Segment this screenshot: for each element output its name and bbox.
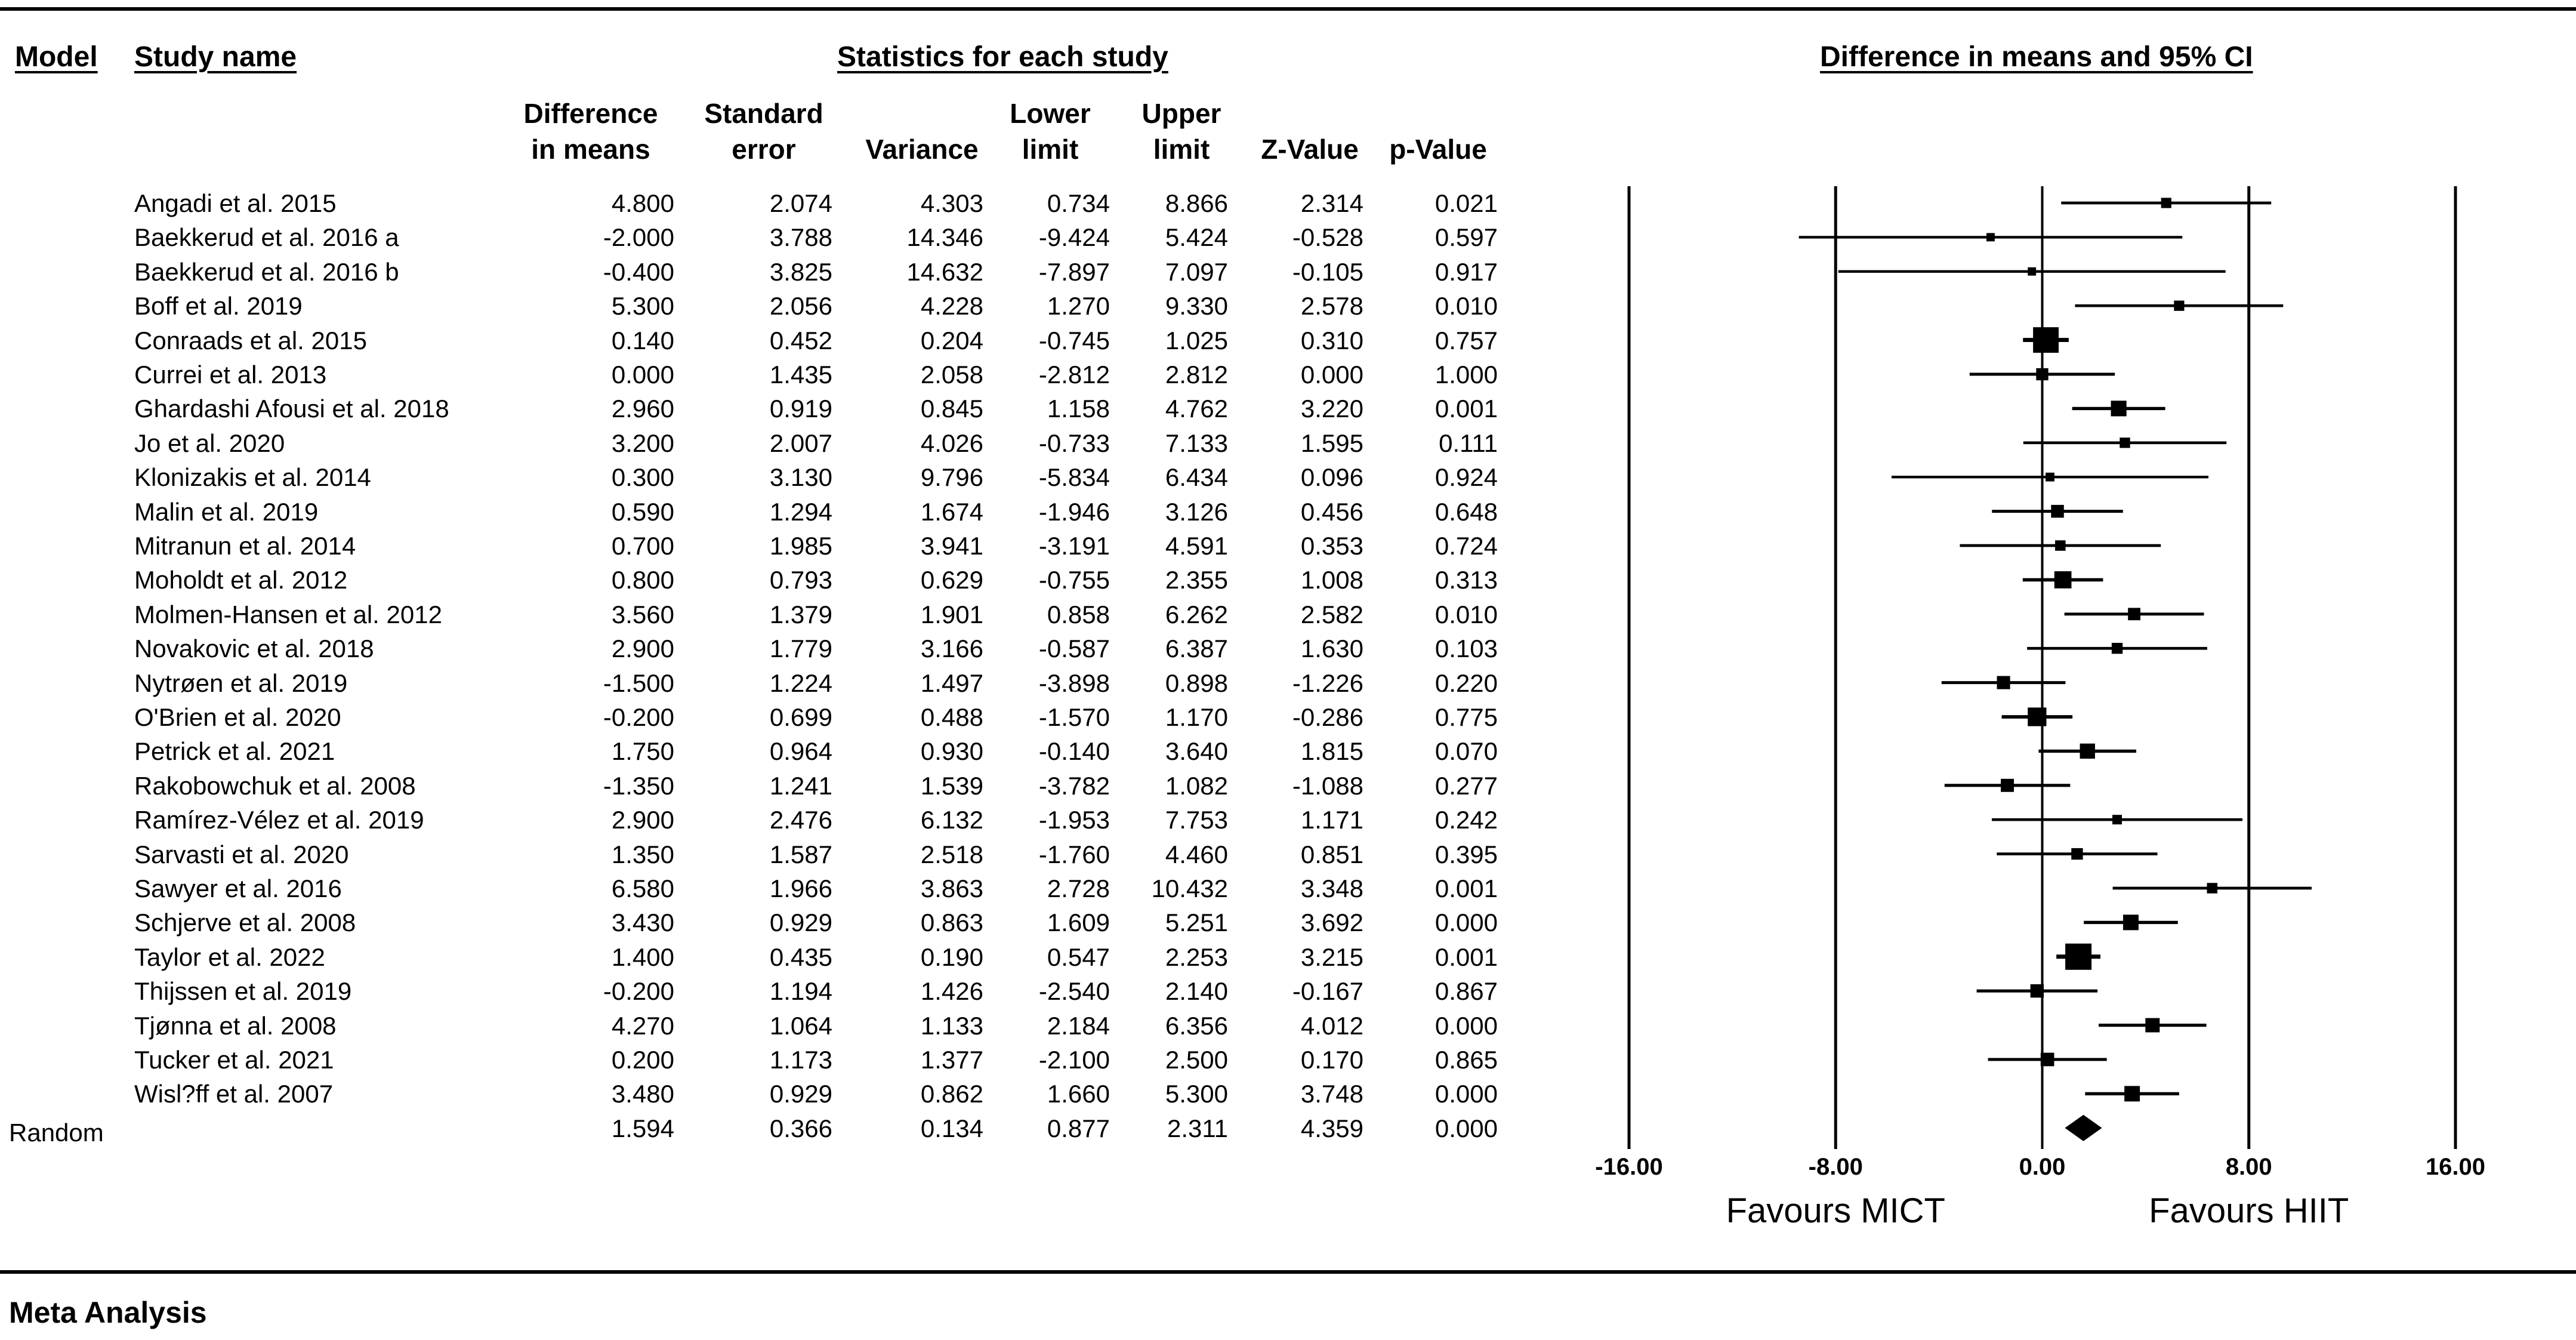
cell-se: 0.929 <box>769 1080 832 1108</box>
cell-d: 3.480 <box>611 1080 674 1108</box>
cell-d: 0.800 <box>611 566 674 594</box>
cell-se: 0.919 <box>769 395 832 423</box>
effect-box <box>2145 1018 2159 1033</box>
effect-box <box>1986 233 1995 241</box>
study-name: Conraads et al. 2015 <box>134 326 367 355</box>
effect-box <box>2036 368 2048 380</box>
cell-v: 1.539 <box>920 771 983 800</box>
effect-box <box>2111 401 2127 416</box>
cell-hi: 3.126 <box>1165 497 1228 526</box>
effect-box <box>2207 883 2218 894</box>
col-difference-in-means: Difference in means <box>523 98 658 165</box>
effect-box <box>2054 571 2072 589</box>
effect-box <box>2080 744 2095 759</box>
cell-se: 3.788 <box>769 223 832 252</box>
cell-hi: 2.140 <box>1165 977 1228 1006</box>
cell-d: 0.300 <box>611 463 674 492</box>
cell-z: 3.220 <box>1300 395 1363 423</box>
cell-hi: 2.253 <box>1165 942 1228 971</box>
cell-hi: 0.898 <box>1165 669 1228 697</box>
cell-z: -0.528 <box>1292 223 1363 252</box>
cell-p: 0.111 <box>1439 429 1498 457</box>
cell-v: 3.863 <box>920 874 983 902</box>
study-name: Tucker et al. 2021 <box>134 1046 334 1074</box>
cell-se: 1.587 <box>769 840 832 868</box>
summary-cell-se: 0.366 <box>769 1114 832 1142</box>
cell-p: 0.001 <box>1434 942 1498 971</box>
cell-p: 0.917 <box>1434 257 1498 286</box>
cell-d: 0.140 <box>611 326 674 355</box>
effect-box <box>2031 984 2044 997</box>
cell-d: 1.350 <box>611 840 674 868</box>
footer-title: Meta Analysis <box>9 1296 207 1329</box>
cell-v: 0.930 <box>920 737 983 766</box>
cell-p: 0.010 <box>1434 292 1498 321</box>
cell-hi: 1.025 <box>1165 326 1228 355</box>
cell-lo: -0.745 <box>1038 326 1110 355</box>
effect-box <box>2028 267 2036 276</box>
cell-se: 0.452 <box>769 326 832 355</box>
cell-z: 0.310 <box>1300 326 1363 355</box>
cell-lo: -1.953 <box>1038 806 1110 834</box>
cell-p: 0.867 <box>1434 977 1498 1006</box>
cell-v: 3.166 <box>920 634 983 663</box>
cell-p: 0.924 <box>1434 463 1498 492</box>
cell-z: 3.748 <box>1300 1080 1363 1108</box>
header-model: Model <box>15 41 98 73</box>
cell-d: 0.000 <box>611 361 674 389</box>
cell-p: 0.775 <box>1434 703 1498 731</box>
study-name: Klonizakis et al. 2014 <box>134 463 371 492</box>
summary-cell-hi: 2.311 <box>1167 1114 1228 1142</box>
study-name: Tjønna et al. 2008 <box>134 1011 337 1040</box>
x-tick-label: -16.00 <box>1595 1154 1663 1180</box>
cell-v: 0.863 <box>920 908 983 937</box>
cell-p: 0.070 <box>1434 737 1498 766</box>
cell-lo: 1.609 <box>1047 908 1110 937</box>
cell-v: 3.941 <box>920 532 983 560</box>
cell-lo: -3.782 <box>1038 771 1110 800</box>
cell-se: 1.435 <box>769 361 832 389</box>
cell-p: 0.724 <box>1434 532 1498 560</box>
cell-z: 1.630 <box>1300 634 1363 663</box>
effect-box <box>2112 643 2122 654</box>
cell-v: 2.518 <box>920 840 983 868</box>
cell-z: 2.314 <box>1300 189 1363 217</box>
cell-se: 3.130 <box>769 463 832 492</box>
x-tick-label: -8.00 <box>1808 1154 1863 1180</box>
summary-model-label: Random <box>9 1119 104 1147</box>
cell-p: 0.395 <box>1434 840 1498 868</box>
cell-p: 0.220 <box>1434 669 1498 697</box>
cell-lo: -0.587 <box>1038 634 1110 663</box>
cell-lo: -7.897 <box>1038 257 1110 286</box>
cell-hi: 7.133 <box>1165 429 1228 457</box>
cell-lo: -2.100 <box>1038 1046 1110 1074</box>
effect-box <box>2123 914 2139 930</box>
cell-lo: 2.184 <box>1047 1011 1110 1040</box>
cell-p: 0.865 <box>1434 1046 1498 1074</box>
cell-lo: 1.270 <box>1047 292 1110 321</box>
cell-se: 2.476 <box>769 806 832 834</box>
cell-hi: 4.460 <box>1165 840 1228 868</box>
cell-lo: -3.898 <box>1038 669 1110 697</box>
cell-lo: 1.158 <box>1047 395 1110 423</box>
cell-hi: 5.251 <box>1165 908 1228 937</box>
cell-p: 0.001 <box>1434 874 1498 902</box>
cell-d: 2.960 <box>611 395 674 423</box>
study-name: Ghardashi Afousi et al. 2018 <box>134 395 449 423</box>
study-name: Baekkerud et al. 2016 a <box>134 223 399 252</box>
cell-hi: 5.300 <box>1165 1080 1228 1108</box>
study-name: Jo et al. 2020 <box>134 429 285 457</box>
col-lower-limit: Lower limit <box>1010 98 1091 165</box>
cell-hi: 2.500 <box>1165 1046 1228 1074</box>
cell-se: 1.194 <box>769 977 832 1006</box>
cell-p: 0.757 <box>1434 326 1498 355</box>
cell-d: 2.900 <box>611 634 674 663</box>
study-name: Moholdt et al. 2012 <box>134 566 348 594</box>
header-plot-title: Difference in means and 95% CI <box>1820 41 2253 73</box>
cell-p: 0.313 <box>1434 566 1498 594</box>
cell-z: 0.000 <box>1300 361 1363 389</box>
study-name: Mitranun et al. 2014 <box>134 532 356 560</box>
study-name: Petrick et al. 2021 <box>134 737 335 766</box>
cell-p: 0.242 <box>1434 806 1498 834</box>
cell-se: 2.056 <box>769 292 832 321</box>
cell-lo: -2.540 <box>1038 977 1110 1006</box>
cell-hi: 2.812 <box>1165 361 1228 389</box>
study-name: Ramírez-Vélez et al. 2019 <box>134 806 424 834</box>
cell-z: 0.096 <box>1300 463 1363 492</box>
cell-z: -0.286 <box>1292 703 1363 731</box>
cell-hi: 6.356 <box>1165 1011 1228 1040</box>
effect-box <box>2124 1086 2140 1101</box>
cell-hi: 6.434 <box>1165 463 1228 492</box>
cell-z: -1.226 <box>1292 669 1363 697</box>
cell-z: -0.105 <box>1292 257 1363 286</box>
cell-d: -2.000 <box>603 223 674 252</box>
cell-hi: 7.753 <box>1165 806 1228 834</box>
effect-box <box>2046 473 2054 482</box>
cell-d: 1.400 <box>611 942 674 971</box>
cell-hi: 4.762 <box>1165 395 1228 423</box>
x-tick-label: 8.00 <box>2225 1154 2272 1180</box>
cell-v: 0.488 <box>920 703 983 731</box>
cell-d: -1.350 <box>603 771 674 800</box>
cell-p: 0.000 <box>1434 908 1498 937</box>
summary-cell-v: 0.134 <box>920 1114 983 1142</box>
effect-box <box>2112 815 2122 824</box>
cell-lo: -5.834 <box>1038 463 1110 492</box>
cell-z: 1.595 <box>1300 429 1363 457</box>
cell-lo: -1.946 <box>1038 497 1110 526</box>
cell-lo: -1.570 <box>1038 703 1110 731</box>
cell-z: 0.353 <box>1300 532 1363 560</box>
cell-d: 2.900 <box>611 806 674 834</box>
cell-se: 2.007 <box>769 429 832 457</box>
cell-se: 1.779 <box>769 634 832 663</box>
study-name: Boff et al. 2019 <box>134 292 303 321</box>
cell-v: 9.796 <box>920 463 983 492</box>
cell-lo: -2.812 <box>1038 361 1110 389</box>
cell-z: 4.012 <box>1300 1011 1363 1040</box>
cell-lo: 0.858 <box>1047 600 1110 629</box>
cell-lo: 1.660 <box>1047 1080 1110 1108</box>
cell-d: 4.270 <box>611 1011 674 1040</box>
cell-z: -1.088 <box>1292 771 1363 800</box>
cell-hi: 1.082 <box>1165 771 1228 800</box>
cell-se: 1.379 <box>769 600 832 629</box>
cell-hi: 3.640 <box>1165 737 1228 766</box>
effect-box <box>2071 848 2083 860</box>
cell-se: 0.793 <box>769 566 832 594</box>
col-z-value: Z-Value <box>1261 134 1359 165</box>
cell-se: 1.241 <box>769 771 832 800</box>
cell-v: 1.674 <box>920 497 983 526</box>
effect-box <box>2041 1053 2054 1067</box>
cell-hi: 6.387 <box>1165 634 1228 663</box>
cell-se: 0.435 <box>769 942 832 971</box>
cell-v: 0.190 <box>920 942 983 971</box>
cell-p: 0.000 <box>1434 1080 1498 1108</box>
cell-d: 4.800 <box>611 189 674 217</box>
effect-box <box>2120 438 2130 448</box>
cell-v: 4.228 <box>920 292 983 321</box>
cell-p: 0.021 <box>1434 189 1498 217</box>
effect-box <box>2001 779 2014 792</box>
cell-hi: 8.866 <box>1165 189 1228 217</box>
study-name: Sarvasti et al. 2020 <box>134 840 349 868</box>
cell-d: 3.560 <box>611 600 674 629</box>
cell-v: 14.632 <box>906 257 983 286</box>
col-standard-error: Standard error <box>704 98 823 165</box>
study-name: O'Brien et al. 2020 <box>134 703 341 731</box>
cell-lo: 2.728 <box>1047 874 1110 902</box>
cell-z: 3.215 <box>1300 942 1363 971</box>
summary-diamond <box>2065 1115 2102 1141</box>
study-name: Molmen-Hansen et al. 2012 <box>134 600 442 629</box>
cell-p: 0.000 <box>1434 1011 1498 1040</box>
summary-cell-d: 1.594 <box>611 1114 674 1142</box>
cell-v: 4.303 <box>920 189 983 217</box>
header-statistics: Statistics for each study <box>837 41 1168 73</box>
cell-p: 0.597 <box>1434 223 1498 252</box>
cell-se: 0.699 <box>769 703 832 731</box>
effect-box <box>2174 301 2184 311</box>
cell-hi: 5.424 <box>1165 223 1228 252</box>
cell-d: -0.400 <box>603 257 674 286</box>
cell-lo: -0.755 <box>1038 566 1110 594</box>
cell-lo: 0.547 <box>1047 942 1110 971</box>
cell-z: 3.348 <box>1300 874 1363 902</box>
cell-v: 0.862 <box>920 1080 983 1108</box>
effect-box <box>2065 944 2091 970</box>
cell-se: 0.929 <box>769 908 832 937</box>
summary-cell-z: 4.359 <box>1300 1114 1363 1142</box>
cell-v: 1.377 <box>920 1046 983 1074</box>
x-tick-label: 0.00 <box>2019 1154 2066 1180</box>
cell-se: 1.173 <box>769 1046 832 1074</box>
cell-p: 1.000 <box>1434 361 1498 389</box>
cell-se: 1.224 <box>769 669 832 697</box>
cell-d: 5.300 <box>611 292 674 321</box>
cell-se: 3.825 <box>769 257 832 286</box>
cell-v: 1.426 <box>920 977 983 1006</box>
cell-p: 0.010 <box>1434 600 1498 629</box>
cell-z: 2.582 <box>1300 600 1363 629</box>
x-tick-label: 16.00 <box>2425 1154 2486 1180</box>
cell-d: -1.500 <box>603 669 674 697</box>
effect-box <box>2028 707 2046 726</box>
effect-box <box>1997 676 2010 689</box>
cell-d: 6.580 <box>611 874 674 902</box>
cell-d: 0.200 <box>611 1046 674 1074</box>
study-name: Nytrøen et al. 2019 <box>134 669 348 697</box>
cell-z: 0.170 <box>1300 1046 1363 1074</box>
cell-se: 1.966 <box>769 874 832 902</box>
cell-v: 1.133 <box>920 1011 983 1040</box>
study-name: Malin et al. 2019 <box>134 497 319 526</box>
study-name: Rakobowchuk et al. 2008 <box>134 771 416 800</box>
cell-v: 1.901 <box>920 600 983 629</box>
cell-z: 2.578 <box>1300 292 1363 321</box>
cell-v: 4.026 <box>920 429 983 457</box>
cell-hi: 4.591 <box>1165 532 1228 560</box>
cell-v: 1.497 <box>920 669 983 697</box>
cell-v: 6.132 <box>920 806 983 834</box>
cell-hi: 10.432 <box>1151 874 1228 902</box>
cell-z: 1.171 <box>1300 806 1363 834</box>
summary-cell-lo: 0.877 <box>1047 1114 1110 1142</box>
header-study-name: Study name <box>134 41 297 73</box>
cell-se: 1.294 <box>769 497 832 526</box>
cell-lo: -9.424 <box>1038 223 1110 252</box>
favours-left-label: Favours MICT <box>1726 1191 1945 1230</box>
cell-d: 3.430 <box>611 908 674 937</box>
cell-z: 1.815 <box>1300 737 1363 766</box>
cell-se: 2.074 <box>769 189 832 217</box>
study-name: Novakovic et al. 2018 <box>134 634 374 663</box>
study-name: Schjerve et al. 2008 <box>134 908 356 937</box>
cell-p: 0.001 <box>1434 395 1498 423</box>
cell-se: 1.985 <box>769 532 832 560</box>
cell-d: 0.590 <box>611 497 674 526</box>
cell-v: 2.058 <box>920 361 983 389</box>
effect-box <box>2161 198 2171 208</box>
study-name: Angadi et al. 2015 <box>134 189 337 217</box>
cell-z: 0.851 <box>1300 840 1363 868</box>
summary-cell-p: 0.000 <box>1434 1114 1498 1142</box>
study-name: Taylor et al. 2022 <box>134 942 325 971</box>
cell-d: 1.750 <box>611 737 674 766</box>
cell-se: 0.964 <box>769 737 832 766</box>
effect-box <box>2055 540 2065 550</box>
cell-p: 0.277 <box>1434 771 1498 800</box>
cell-lo: -0.733 <box>1038 429 1110 457</box>
cell-v: 0.629 <box>920 566 983 594</box>
cell-hi: 9.330 <box>1165 292 1228 321</box>
col-upper-limit: Upper limit <box>1142 98 1221 165</box>
cell-hi: 7.097 <box>1165 257 1228 286</box>
cell-d: -0.200 <box>603 703 674 731</box>
cell-z: 1.008 <box>1300 566 1363 594</box>
cell-z: 0.456 <box>1300 497 1363 526</box>
cell-v: 0.204 <box>920 326 983 355</box>
col-p-value: p-Value <box>1389 134 1487 165</box>
cell-d: 0.700 <box>611 532 674 560</box>
cell-lo: -0.140 <box>1038 737 1110 766</box>
cell-lo: -3.191 <box>1038 532 1110 560</box>
favours-right-label: Favours HIIT <box>2149 1191 2349 1230</box>
cell-z: 3.692 <box>1300 908 1363 937</box>
cell-lo: 0.734 <box>1047 189 1110 217</box>
cell-se: 1.064 <box>769 1011 832 1040</box>
study-name: Sawyer et al. 2016 <box>134 874 342 902</box>
cell-p: 0.648 <box>1434 497 1498 526</box>
cell-p: 0.103 <box>1434 634 1498 663</box>
cell-d: -0.200 <box>603 977 674 1006</box>
cell-hi: 6.262 <box>1165 600 1228 629</box>
cell-hi: 1.170 <box>1165 703 1228 731</box>
study-name: Thijssen et al. 2019 <box>134 977 352 1006</box>
cell-v: 14.346 <box>906 223 983 252</box>
cell-z: -0.167 <box>1292 977 1363 1006</box>
study-name: Currei et al. 2013 <box>134 361 327 389</box>
effect-box <box>2051 505 2063 517</box>
cell-lo: -1.760 <box>1038 840 1110 868</box>
col-variance: Variance <box>865 134 979 165</box>
cell-v: 0.845 <box>920 395 983 423</box>
study-name: Wisl?ff et al. 2007 <box>134 1080 334 1108</box>
study-name: Baekkerud et al. 2016 b <box>134 257 399 286</box>
effect-box <box>2128 608 2140 620</box>
cell-d: 3.200 <box>611 429 674 457</box>
effect-box <box>2033 327 2059 353</box>
cell-hi: 2.355 <box>1165 566 1228 594</box>
